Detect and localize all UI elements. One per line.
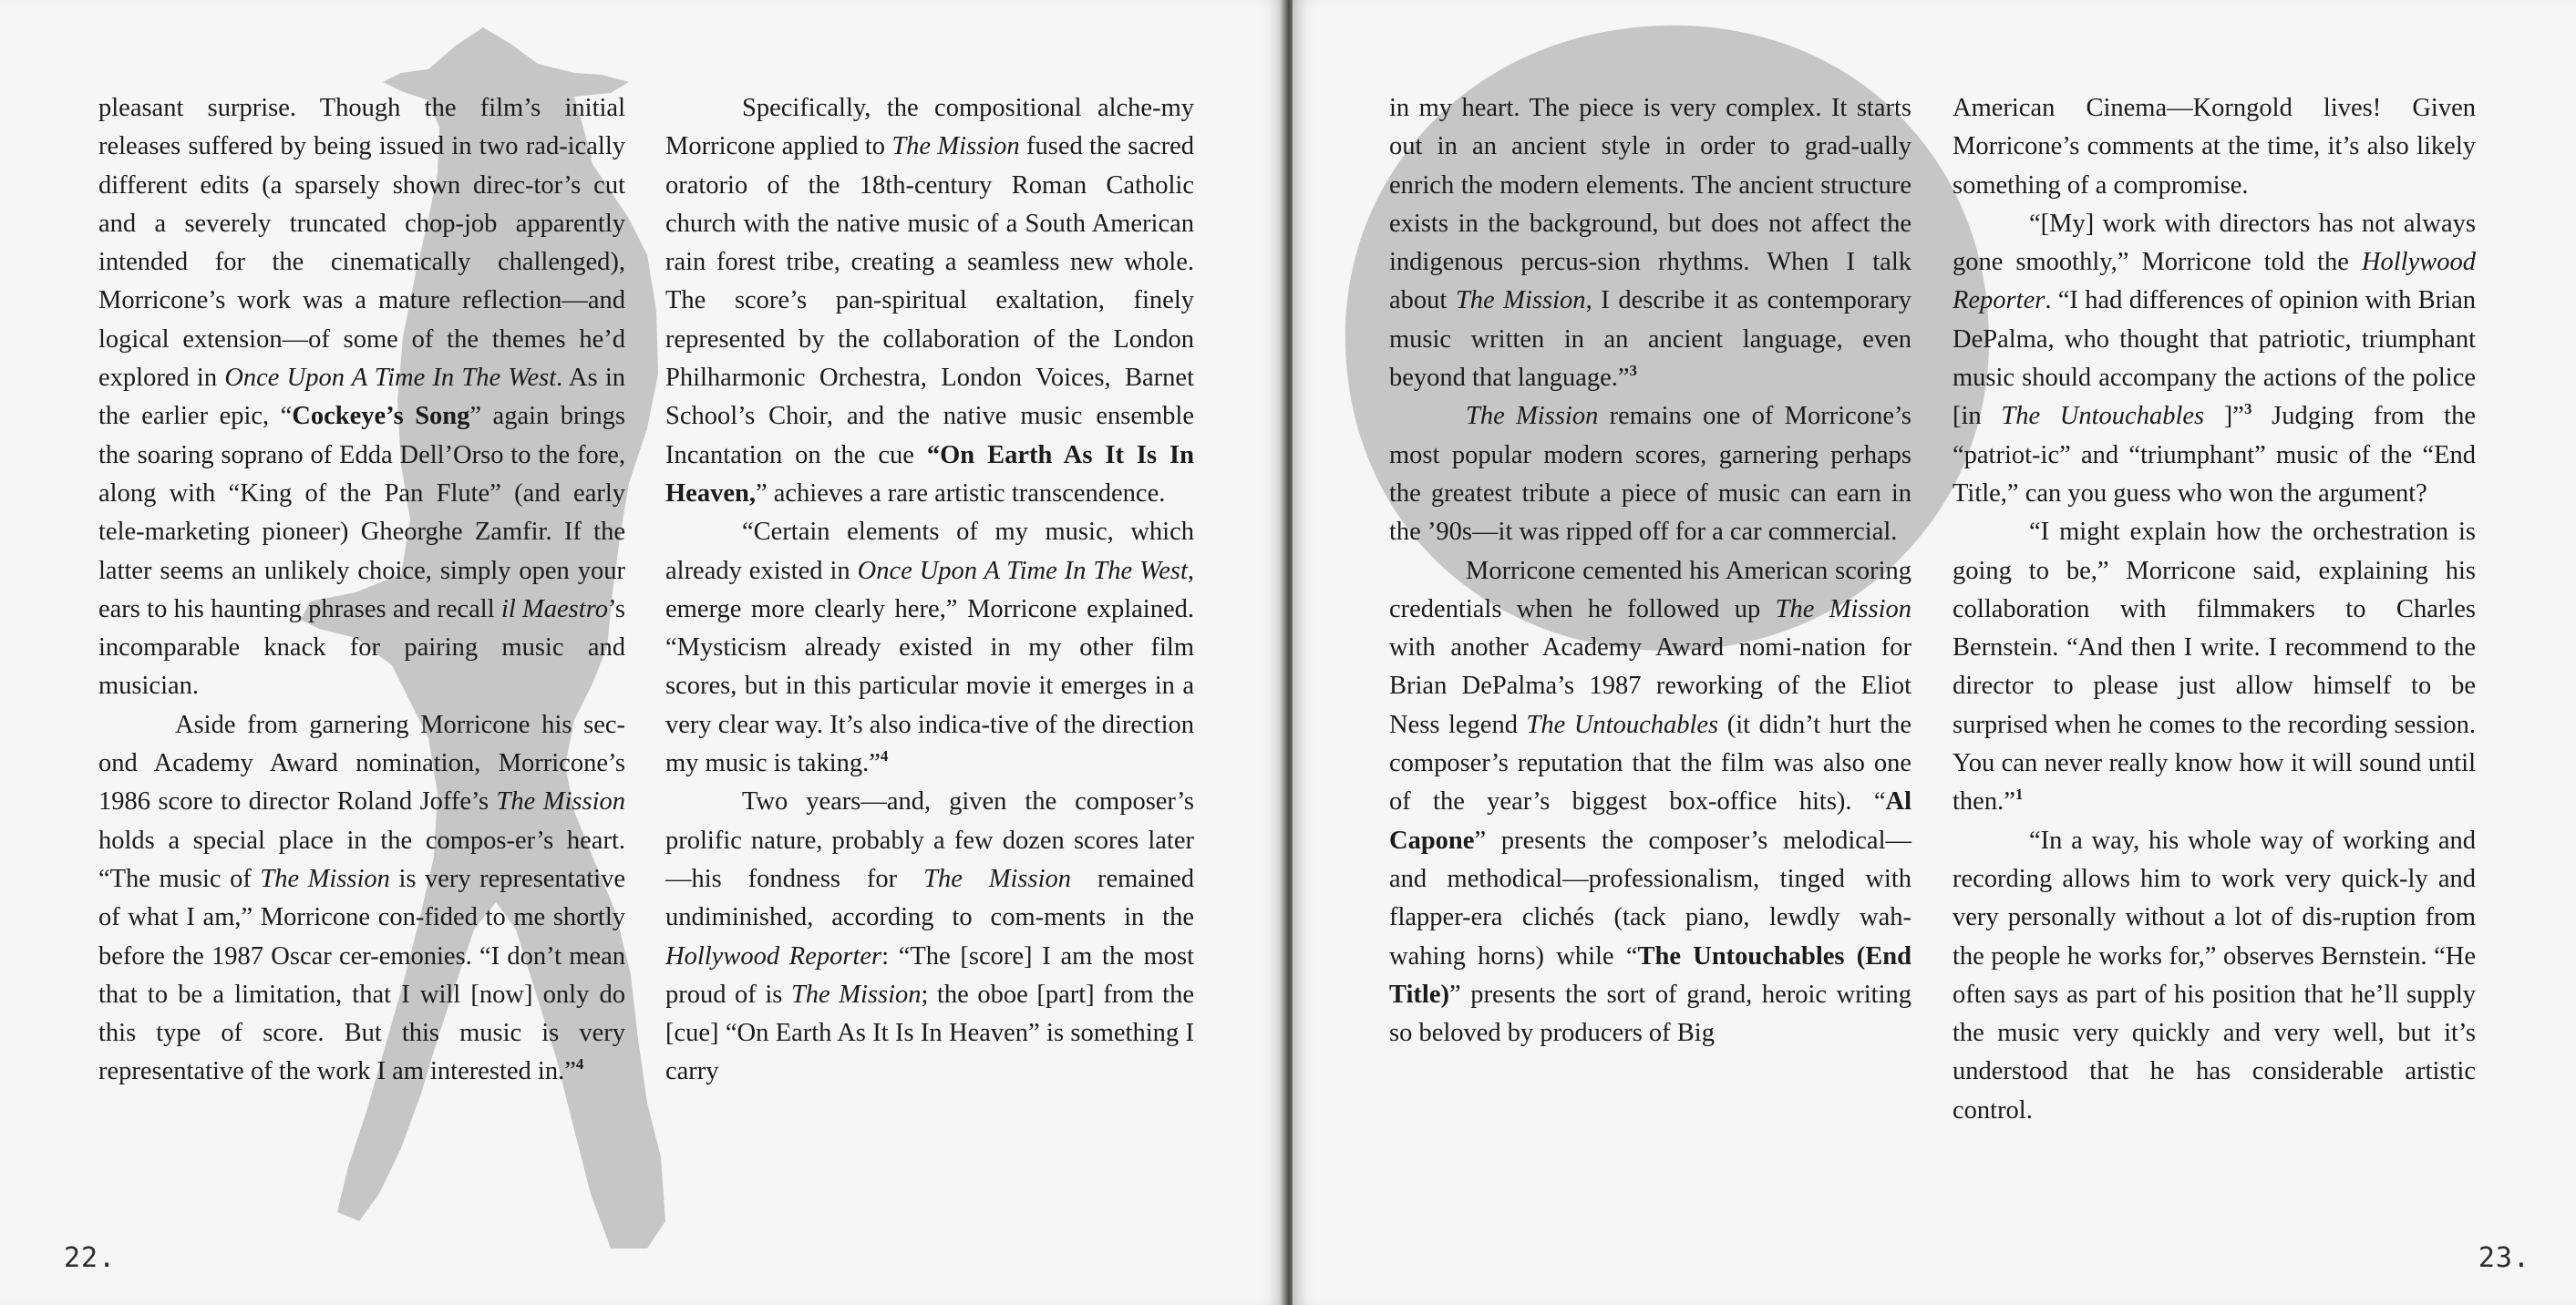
text-column-3	[1389, 89, 1911, 1053]
text-run: ” again brings the soaring soprano of Edda Dell’Orso to the fore, along with “King of the Pan Flute” (and early tele-marketing pioneer) Gheorghe Zamfir. If the latter seems an unlikely choice, simply open your ears to his haunting phrases and recall	[98, 402, 626, 623]
paragraph	[98, 706, 625, 1092]
text-run: pleasant surprise. Though the film’s initial releases suffered by being issued in two rad-ically different edits (a sparsely shown direc-tor’s cut and a severely truncated chop-job apparently intended for the cinematically challenged), Morricone’s work was a mature reflection—and logical extension—of some of the themes he’d explored in	[98, 94, 625, 393]
text-run: “I might explain how the orchestration is going to be,” Morricone said, explaining his collaboration with filmmakers to Charles Bernstein. “And then I write. I recommend to the director to please just allow himself to be surprised when he comes to the recording session. You can never really know how it will sound until then.”	[1953, 518, 2476, 817]
italic-title: The Mission	[260, 864, 390, 893]
italic-title: The Mission	[923, 864, 1072, 893]
paragraph	[1953, 89, 2476, 205]
text-column-2	[665, 89, 1194, 1092]
text-run: , I describe it as contemporary music written in an ancient language, even beyond that language.”	[1389, 286, 1911, 393]
text-run: . “I had differences of opinion with Brian DePalma, who thought that patriotic, triumphant music should accompany the actions of the police [in	[1953, 286, 2476, 431]
paragraph	[1389, 89, 1911, 397]
text-run: Aside from garnering Morricone his sec-ond Academy Award nomination, Morricone’s 1986 score to director Roland Joffe’s	[98, 710, 625, 817]
text-run: ]”	[2204, 402, 2244, 431]
text-run: . As in the earlier epic, “	[98, 364, 625, 431]
text-run: Specifically, the compositional alche-my Morricone applied to	[665, 94, 1194, 161]
text-run: American Cinema—Korngold lives! Given Morricone’s comments at the time, it’s also likely something of a compromise.	[1953, 94, 2476, 200]
italic-title: The Mission	[1775, 594, 1912, 623]
text-run: holds a special place in the compos-er’s heart. “The music of	[98, 826, 625, 893]
left-page	[0, 0, 1283, 1305]
footnote-ref: 1	[2014, 786, 2024, 804]
italic-publication: Hollywood Reporter	[665, 941, 882, 971]
text-run: , emerge more clearly here,” Morricone explained. “Mysticism already existed in my other film scores, but in this particular movie it emerges in a very clear way. It’s also indica-tive of the direction my music is taking.”	[665, 556, 1194, 778]
italic-title: The Untouchables	[1526, 710, 1719, 739]
text-run: (it didn’t hurt the composer’s reputation that the film was also one of the year’s biggest box-office hits). “	[1389, 710, 1911, 817]
text-run: “Certain elements of my music, which already existed in	[665, 518, 1194, 585]
text-run: is very representative of what I am,” Morricone con-fided to me shortly before the 1987 Oscar cer-emonies. “I don’t mean that to be a limitation, that I will [now] only do this type of score. But this music is very representative of the work I am interested in.”	[98, 864, 625, 1086]
page-number: 23.	[2478, 1242, 2530, 1274]
footnote-ref: 3	[2243, 400, 2252, 418]
paragraph	[1953, 205, 2476, 513]
text-run: “[My] work with directors has not always gone smoothly,” Morricone told the	[1953, 209, 2476, 277]
text-run: with another Academy Award nomi-nation for Brian DePalma’s 1987 reworking of the Eliot Ness legend	[1389, 633, 1911, 739]
track-title: Cockeye’s Song	[292, 402, 470, 431]
italic-title: The Mission	[1455, 286, 1586, 315]
footnote-ref: 4	[880, 747, 889, 766]
text-run: fused the sacred oratorio of the 18th-century Roman Catholic church with the native music of a South American rain forest tribe, creating a seamless new whole. The score’s pan-spiritual exaltation, finely represented by the collaboration of the London Philharmonic Orchestra, London Voices, Barnet School’s Choir, and the native music ensemble Incantation on the cue	[665, 132, 1194, 469]
track-title: Al Capone	[1389, 787, 1911, 855]
italic-term: il Maestro	[500, 594, 608, 623]
paragraph	[665, 89, 1194, 513]
paragraph	[1389, 552, 1911, 1053]
italic-title: Once Upon A Time In The West	[857, 556, 1188, 585]
text-column-1	[98, 89, 625, 1092]
footnote-ref: 3	[1629, 362, 1638, 380]
paragraph	[665, 513, 1194, 783]
paragraph	[1953, 513, 2476, 821]
italic-title: The Mission	[1466, 402, 1599, 431]
paragraph	[665, 783, 1194, 1091]
text-run: “In a way, his whole way of working and recording allows him to work very quick-ly and very personally without a lot of dis-ruption from the people he works for,” observes Bernstein. “He often says as part of his position that he’ll supply the music very quickly and very well, but it’s understood that he has considerable artistic control.	[1953, 826, 2476, 1125]
text-run: ” presents the sort of grand, heroic writing so beloved by producers of Big	[1389, 980, 1911, 1048]
text-run: in my heart. The piece is very complex. It starts out in an ancient style in order to grad-ually enrich the modern elements. The ancient structure exists in the background, but does not affect the indigenous percus-sion rhythms. When I talk about	[1389, 94, 1911, 315]
italic-title: Once Upon A Time In The West	[224, 364, 557, 393]
track-title: “On Earth As It Is In Heaven,	[665, 440, 1194, 508]
right-page	[1293, 0, 2576, 1305]
italic-title: The Mission	[891, 132, 1020, 161]
italic-title: The Mission	[790, 980, 922, 1009]
italic-title: The Untouchables	[2001, 402, 2205, 431]
text-run: ’s incomparable knack for pairing music and musician.	[98, 594, 625, 701]
text-run: ” achieves a rare artistic transcendence.	[755, 478, 1166, 508]
track-title: The Untouchables (End Title)	[1389, 941, 1911, 1009]
text-run: Morricone cemented his American scoring credentials when he followed up	[1389, 556, 1911, 623]
italic-title: The Mission	[496, 787, 625, 817]
paragraph	[1953, 822, 2476, 1130]
text-run: : “The [score] I am the most proud of is	[665, 941, 1194, 1009]
text-column-4	[1953, 89, 2476, 1130]
italic-publication: Hollywood Reporter	[1953, 248, 2476, 315]
text-run: Judging from the “patriot-ic” and “triumphant” music of the “End Title,” can you guess who won the argument?	[1953, 402, 2477, 508]
text-run: ” presents the composer’s melodical—and methodical—professionalism, tinged with flapper-era clichés (tack piano, lewdly wah-wahing horns) while “	[1389, 826, 1911, 971]
paragraph	[1389, 397, 1911, 551]
text-run: remained undiminished, according to com-ments in the	[665, 864, 1194, 932]
paragraph	[98, 89, 625, 706]
text-run: Two years—and, given the composer’s prolific nature, probably a few dozen scores later—his fondness for	[665, 787, 1194, 893]
page-number: 22.	[64, 1242, 117, 1274]
footnote-ref: 4	[575, 1055, 584, 1074]
text-run: remains one of Morricone’s most popular modern scores, garnering perhaps the greatest tribute a piece of music can earn in the ’90s—it was ripped off for a car commercial.	[1389, 402, 1911, 547]
text-run: ; the oboe [part] from the [cue] “On Earth As It Is In Heaven” is something I carry	[665, 980, 1194, 1086]
